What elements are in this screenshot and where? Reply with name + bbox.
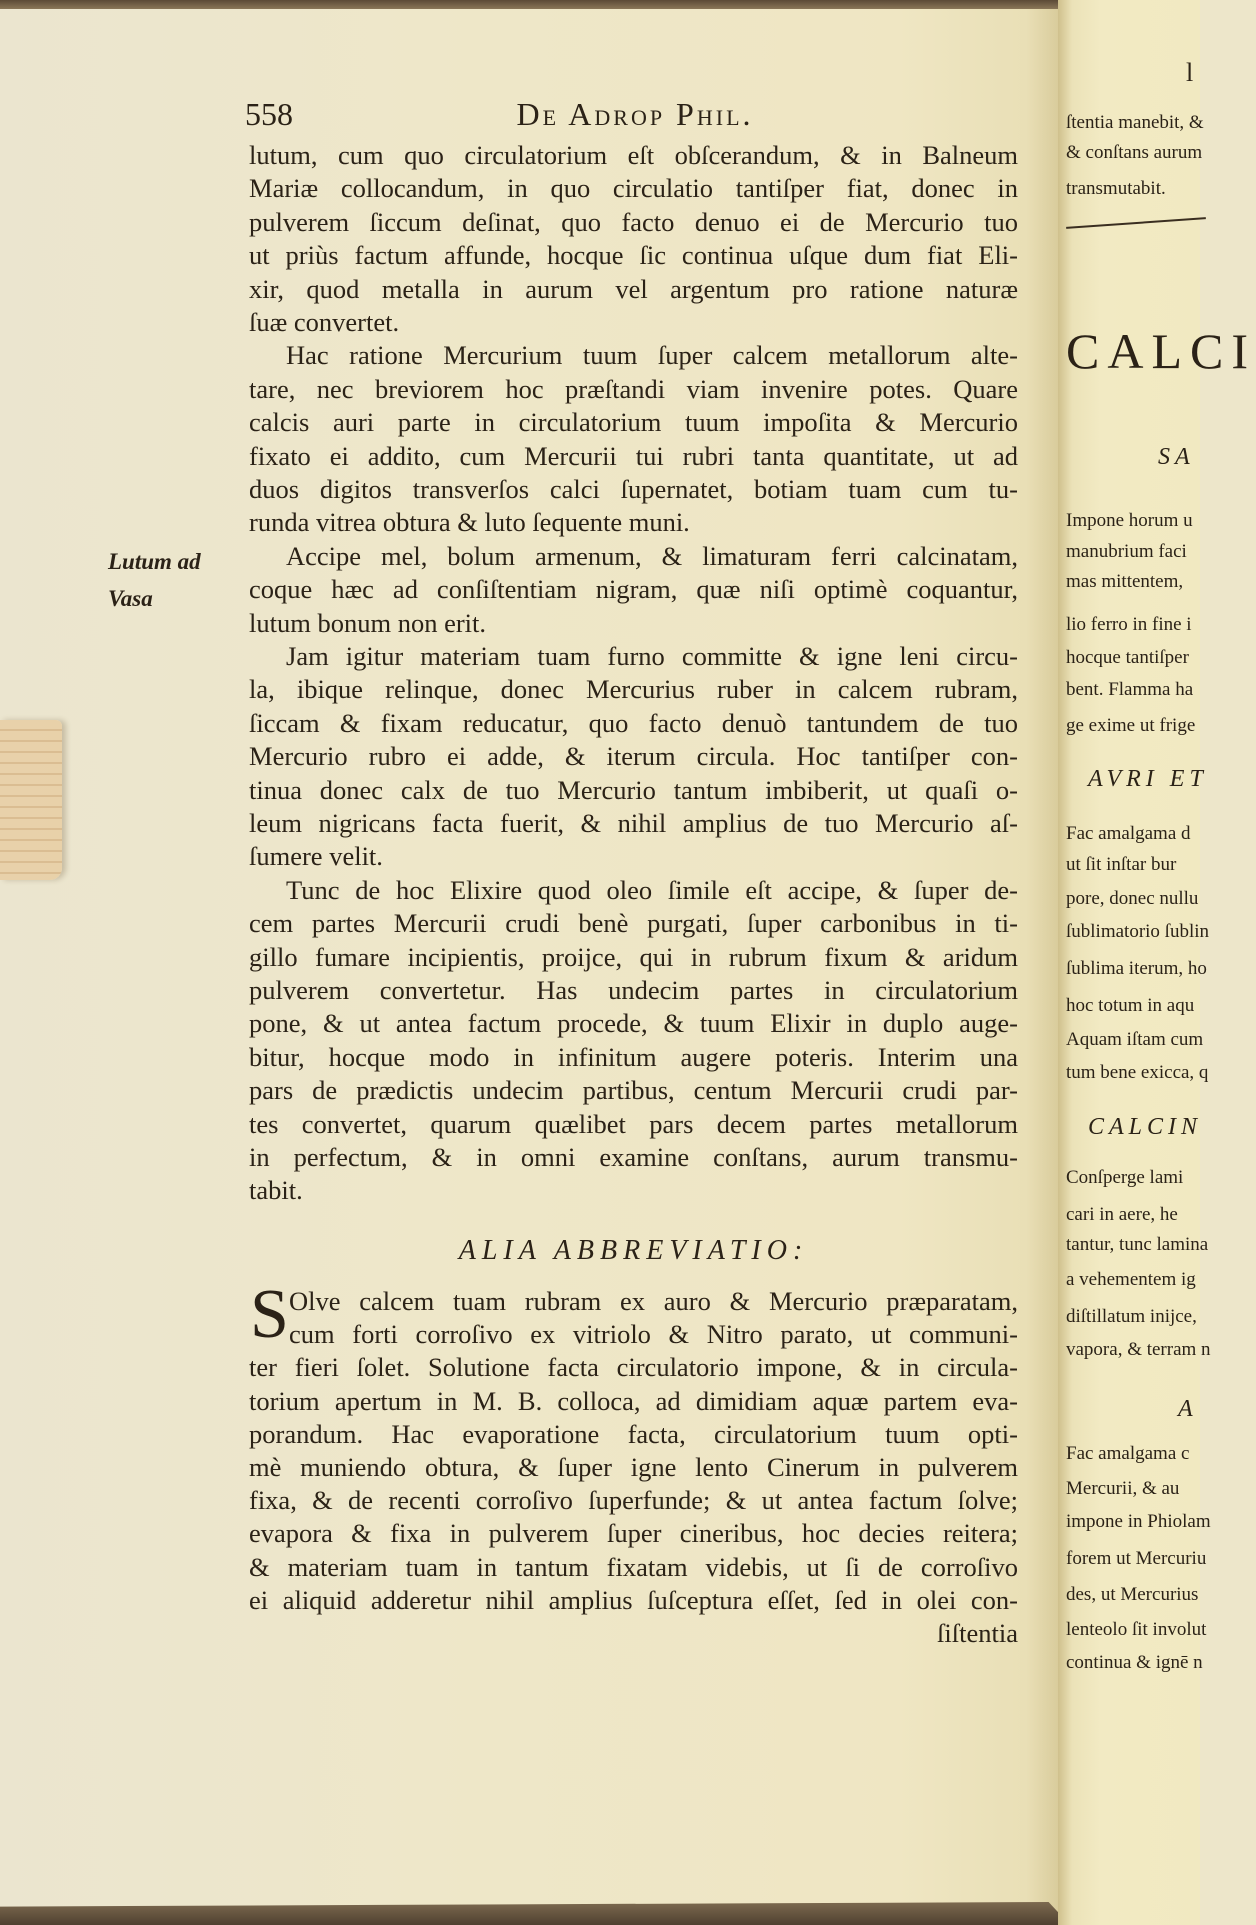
facing-page-line: Mercurii, & au xyxy=(1066,1478,1180,1499)
facing-page-line: impone in Phiolam xyxy=(1066,1511,1211,1532)
facing-page-line: tantur, tunc lamina xyxy=(1066,1234,1209,1255)
text-line: Olve calcem tuam rubram ex auro & Mercurio præparatam, xyxy=(289,1286,1018,1316)
text-line: torium apertum in M. B. colloca, ad dimidiam aquæ partem eva- xyxy=(249,1385,1018,1416)
text-line: ſiccam & fixam reducatur, quo facto denuò tantundem de tuo xyxy=(249,707,1018,738)
facing-page-line: ſublimatorio ſublin xyxy=(1066,921,1210,942)
facing-page-line: ut ſit inſtar bur xyxy=(1066,854,1177,875)
facing-page-line: hoc totum in aqu xyxy=(1066,995,1195,1016)
text-line: fixa, & de recenti corroſivo ſuperfunde; & ut antea factum ſolve; xyxy=(249,1485,1018,1516)
text-line: evapora & fixa in pulverem ſuper cineribus, hoc decies reitera; xyxy=(249,1518,1018,1549)
text-line: ut priùs factum affunde, hocque ſic continua uſque dum fiat Eli- xyxy=(249,240,1018,271)
facing-page-line: forem ut Mercuriu xyxy=(1066,1548,1207,1569)
text-line: mè muniendo obtura, & ſuper igne lento Cinerum in pulverem xyxy=(249,1452,1018,1482)
text-line: la, ibique relinque, donec Mercurius ruber in calcem rubram, xyxy=(249,674,1018,705)
text-line: duos digitos transverſos calci ſupernatet, botiam tuam cum tu- xyxy=(249,474,1018,504)
text-line: leum nigricans facta fuerit, & nihil amplius de tuo Mercurio aſ- xyxy=(249,808,1018,838)
facing-page-line: & conſtans aurum xyxy=(1066,142,1203,163)
facing-page-line: pore, donec nullu xyxy=(1066,888,1199,909)
facing-page-line: AVRI ET xyxy=(1088,766,1208,792)
page-number: 558 xyxy=(245,96,293,132)
running-title: De Adrop Phil. xyxy=(516,96,754,132)
facing-page-line: l xyxy=(1186,58,1194,87)
text-line: xir, quod metalla in aurum vel argentum pro ratione naturæ xyxy=(249,273,1018,304)
margin-note-line-1: Lutum ad xyxy=(108,549,201,574)
text-line: & materiam tuam in tantum fixatam videbis, ut ſi de corroſivo xyxy=(249,1551,1018,1582)
facing-page-line: Aquam iſtam cum xyxy=(1066,1029,1204,1050)
page-edges-stack xyxy=(0,720,62,880)
facing-page-line: Conſperge lami xyxy=(1066,1167,1184,1188)
facing-page-line: tum bene exicca, q xyxy=(1066,1062,1209,1083)
text-line: calcis auri parte in circulatorium tuum impoſita & Mercurio xyxy=(249,407,1018,438)
facing-page-line: Fac amalgama c xyxy=(1066,1443,1190,1464)
text-line: Mariæ collocandum, in quo circulatio tantiſper fiat, donec in xyxy=(249,173,1018,204)
facing-page-line: des, ut Mercurius xyxy=(1066,1584,1199,1605)
text-line: lutum bonum non erit. xyxy=(249,607,487,638)
text-line: tabit. xyxy=(249,1175,303,1206)
text-line: Tunc de hoc Elixire quod oleo ſimile eſt accipe, & ſuper de- xyxy=(286,874,1018,905)
text-line: tes convertet, quarum quælibet pars decem partes metallorum xyxy=(249,1108,1018,1139)
facing-page-line: Fac amalgama d xyxy=(1066,823,1191,844)
facing-page-line: CALCI xyxy=(1066,323,1256,379)
facing-page-line: SA xyxy=(1158,444,1195,470)
facing-page-line: ſublima iterum, ho xyxy=(1066,958,1207,979)
text-line: runda vitrea obtura & luto ſequente muni. xyxy=(249,507,690,538)
facing-page-line: Impone horum u xyxy=(1066,510,1193,531)
book-top-edge xyxy=(0,0,1075,9)
margin-note-line-2: Vasa xyxy=(108,586,153,611)
text-line: coque hæc ad conſiſtentiam nigram, quæ niſi optimè coquantur, xyxy=(249,574,1018,605)
facing-page-line: ge exime ut frige xyxy=(1066,715,1196,736)
facing-page-rule xyxy=(1066,217,1206,229)
facing-page-line: hocque tantiſper xyxy=(1066,647,1189,668)
text-line: Jam igitur materiam tuam furno committe & igne leni circu- xyxy=(286,641,1018,671)
facing-page-line: a vehementem ig xyxy=(1066,1269,1196,1290)
facing-page-line: CALCIN xyxy=(1088,1114,1203,1140)
book-bottom-edge xyxy=(0,1902,1070,1925)
text-line: gillo fumare incipientis, proijce, qui in rubrum fixum & aridum xyxy=(249,941,1018,972)
text-line: cem partes Mercurii crudi benè purgati, ſuper carbonibus in ti- xyxy=(249,908,1018,939)
facing-page-line: lio ferro in fine i xyxy=(1066,614,1192,635)
text-line: ter fieri ſolet. Solutione facta circulatorio impone, & in circula- xyxy=(249,1352,1018,1383)
facing-page-line: A xyxy=(1178,1396,1198,1422)
text-line: Hac ratione Mercurium tuum ſuper calcem metallorum alte- xyxy=(286,340,1018,371)
text-line: Mercurio rubro ei adde, & iterum circula. Hoc tantiſper con- xyxy=(249,741,1018,772)
text-line: ſiſtentia xyxy=(937,1618,1018,1648)
facing-page-line: manubrium faci xyxy=(1066,541,1187,562)
text-line: pulverem ſiccum deſinat, quo facto denuo ei de Mercurio tuo xyxy=(249,206,1018,237)
facing-page-line: transmutabit. xyxy=(1066,178,1166,199)
facing-page-line: diſtillatum inijce, xyxy=(1066,1306,1197,1327)
text-line: pone, & ut antea factum procede, & tuum Elixir in duplo auge- xyxy=(249,1008,1018,1039)
text-line: ei aliquid adderetur nihil amplius ſuſceptura eſſet, ſed in olei con- xyxy=(249,1584,1018,1615)
running-head xyxy=(245,96,1025,136)
facing-page xyxy=(1058,0,1256,1925)
text-line: fixato ei addito, cum Mercurii tui rubri tanta quantitate, ut ad xyxy=(249,440,1018,471)
facing-page-line: bent. Flamma ha xyxy=(1066,679,1194,700)
text-line: bitur, hocque modo in infinitum augere poteris. Interim una xyxy=(249,1041,1018,1072)
facing-page-line: vapora, & terram n xyxy=(1066,1339,1211,1360)
text-line: ſumere velit. xyxy=(249,841,383,872)
facing-page-line: cari in aere, he xyxy=(1066,1204,1178,1225)
text-line: cum forti corroſivo ex vitriolo & Nitro parato, ut communi- xyxy=(289,1319,1018,1350)
text-line: pars de prædictis undecim partibus, centum Mercurii crudi par- xyxy=(249,1075,1018,1106)
text-line: in perfectum, & in omni examine conſtans, aurum transmu- xyxy=(249,1142,1018,1172)
facing-page-line: lenteolo ſit involut xyxy=(1066,1619,1207,1640)
text-line: pulverem convertetur. Has undecim partes in circulatorium xyxy=(249,975,1018,1005)
text-line: tinua donec calx de tuo Mercurio tantum imbiberit, ut quaſi o- xyxy=(249,774,1018,805)
facing-page-line: continua & ignē n xyxy=(1066,1652,1203,1673)
facing-page-line: ſtentia manebit, & xyxy=(1066,112,1204,133)
text-line: porandum. Hac evaporatione facta, circulatorium tuum opti- xyxy=(249,1418,1018,1449)
text-line: ſuæ convertet. xyxy=(249,307,400,337)
text-line: lutum, cum quo circulatorium eſt obſcerandum, & in Balneum xyxy=(249,140,1018,170)
facing-page-line: mas mittentem, xyxy=(1066,571,1184,592)
drop-cap: S xyxy=(250,1276,289,1353)
section-heading: ALIA ABBREVIATIO: xyxy=(458,1235,809,1266)
text-line: tare, nec breviorem hoc præſtandi viam invenire potes. Quare xyxy=(249,373,1018,404)
text-line: Accipe mel, bolum armenum, & limaturam ferri calcinatam, xyxy=(286,540,1018,571)
